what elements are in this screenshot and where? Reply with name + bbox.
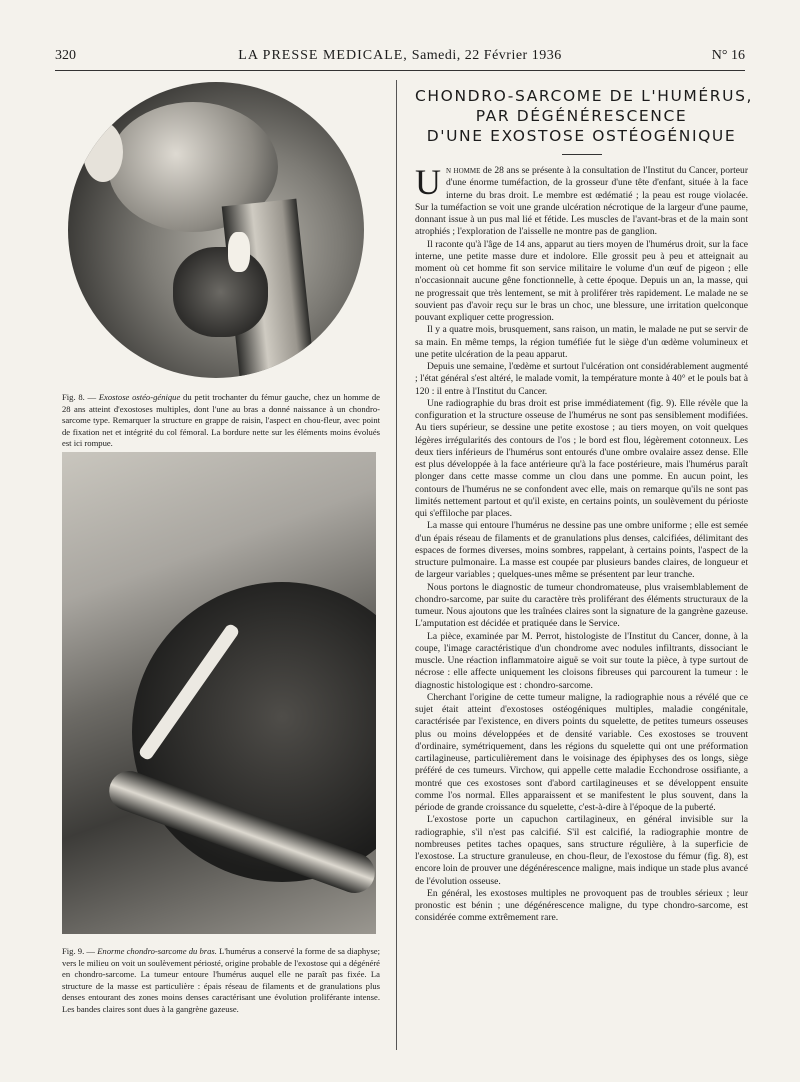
article-body	[415, 162, 748, 925]
journal-name: LA PRESSE MEDICALE,	[238, 48, 408, 63]
paragraph: Depuis une semaine, l'œdème et surtout l'ulcération ont considérablement augmenté ; l'état général s'est altéré, le malade vomit, la température monte à 40° et le pouls bat à 120 : il entre à l'Institut du Cancer.	[415, 361, 748, 397]
page-number: 320	[55, 48, 76, 63]
caption-title: Enorme chondro-sarcome du bras.	[97, 946, 217, 956]
drop-cap: U	[415, 162, 441, 202]
issue-date: Samedi, 22 Février 1936	[411, 48, 562, 63]
journal-line	[55, 46, 745, 66]
caption-label: Fig. 8. —	[62, 392, 97, 402]
title-line: PAR DÉGÉNÉRESCENCE	[475, 107, 688, 125]
caption-label: Fig. 9. —	[62, 946, 95, 956]
title-line: D'UNE EXOSTOSE OSTÉOGÉNIQUE	[426, 127, 737, 145]
running-header	[55, 44, 745, 71]
paragraph: Nous portons le diagnostic de tumeur chondromateuse, plus vraisemblablement de chondro-sarcome, par suite du caractère très proliférant des éléments structuraux de la tumeur. Nous ajoutons que les traînées claires sont la signature de la gangrène gazeuse. L'amputation est décidée et pratiquée dans le Service.	[415, 581, 748, 630]
paragraph: La pièce, examinée par M. Perrot, histologiste de l'Institut du Cancer, donne, à la coupe, l'image caractéristique d'un chondrome avec nodules infiltrants, dissociant le muscle. Une réaction inflammatoire aiguë se voit sur toute la pièce, à type surtout de nécrose : elle affecte uniquement les cloisons fibreuses qui parcourent la tumeur : le diagnostic histologique est : chondro-sarcome.	[415, 630, 748, 691]
article-column	[415, 86, 754, 925]
paragraph: L'exostose porte un capuchon cartilagineux, en général invisible sur la radiographie, s'il n'est pas calcifié. S'il est calcifié, la radiographie montre de nombreuses petites taches opaques, sans structure régulière, à la superficie de l'exostose. La structure granuleuse, en chou-fleur, de l'exostose du fémur (fig. 8), est encore loin de prouver une dégénérescence maligne, mais indique un stade plus avancé de l'évolution osseuse.	[415, 814, 748, 887]
paragraph	[415, 162, 748, 239]
figure-9-caption	[62, 946, 380, 1015]
paragraph: En général, les exostoses multiples ne provoquent pas de troubles sérieux ; leur pronostic est bénin ; une dégénérescence maligne, du type chondro-sarcome, est considérée comme extrêmement rare.	[415, 887, 748, 924]
calcification-shape	[228, 232, 250, 272]
paragraph: Il raconte qu'à l'âge de 14 ans, apparut au tiers moyen de l'humérus droit, sur la face interne, une petite masse dure et indolore. Elle grossit peu à peu et atteignait au moment où cet homme fit son service militaire le volume d'un œuf de pigeon ; elle n'occasionnait aucune gêne fonctionnelle, à cette époque. Depuis un an, la masse, qui ne progressait que très lentement, se mit à proliférer très rapidement. Le malade ne se souvient pas d'avoir reçu sur le bras un choc, une blessure, une irritation quelconque pouvant expliquer cette progression.	[415, 238, 748, 323]
paragraph: Il y a quatre mois, brusquement, sans raison, un matin, le malade ne put se servir de sa main. En même temps, la région tuméfiée fut le siège d'un œdème volumineux et une petite ulcération de la peau apparut.	[415, 324, 748, 360]
caption-text: du petit trochanter du fémur gauche, chez un homme de 28 ans atteint d'exostoses multiples, dont l'une au bras a donné naissance à un chondro-sarcome type. Remarquer la structure en grappe de raisin, l'aspect en chou-fleur, avec point de fixation net et intégrité du col fémoral. La bordure nette sur les éléments moins évolués est ici rompue.	[62, 392, 380, 448]
title-rule	[562, 154, 602, 155]
exostosis-shape	[173, 247, 268, 337]
figure-9-radiograph	[62, 452, 376, 934]
issue-number: N° 16	[711, 48, 745, 63]
paragraph: Une radiographie du bras droit est prise immédiatement (fig. 9). Elle révèle que la configuration et la structure osseuse de l'humérus ne sont pas sensiblement modifiées. Au tiers supérieur, se dessine une petite exostose ; au tiers moyen, on voit quelques légères irrégularités des contours de l'os ; le bord est flou, légèrement cotonneux. Les deux tiers inférieurs de l'humérus sont entourés d'une ombre ovalaire assez dense. Elle est plus développée à la face antérieure qu'à la face postérieure, mais l'humérus paraît plonger dans cette masse comme un clou dans une pomme. En aucun point, les contours de l'humérus ne se confondent avec elle, mais on remarque qu'ils ne sont pas limités nettement partout et qu'il existe, en certains points, un soulèvement du périoste qui s'effiloche par places.	[415, 397, 748, 519]
acetabulum-shape	[83, 122, 123, 182]
caption-text: L'humérus a conservé la forme de sa diaphyse; vers le milieu on voit un soulèvement périosté, origine probable de l'exostose qui a dégénéré en chondro-sarcome. La tumeur entoure l'humérus auquel elle ne paraît pas fixée. La structure de la masse est particulière : épais réseau de filaments et de granulations plus denses entourant des zones moins denses caractérisant une évolution proliférante intense. Les bandes claires sont dues à la gangrène gazeuse.	[62, 946, 381, 1014]
column-divider	[396, 80, 397, 1050]
article-title	[415, 86, 754, 146]
paragraph: La masse qui entoure l'humérus ne dessine pas une ombre uniforme ; elle est semée d'un épais réseau de filaments et de granulations plus denses, calcifiées, délimitant des espaces de formes diverses, moins sombres, rappelant, à certains points, l'aspect de la structure pulmonaire. La masse est coupée par plusieurs bandes claires, de longueur et de largeur variables ; quelques-unes même se présentent par leur tranche.	[415, 520, 748, 581]
opening-text: de 28 ans se présente à la consultation de l'Institut du Cancer, porteur d'une énorme tuméfaction, de la grosseur d'une tête d'enfant, située à la face interne du bras droit. Le membre est œdématié ; la peau est rouge violacée. Sur la tuméfaction se voit une grande ulcération nécrotique de la largeur d'une paume, donnant issue à un pus mal lié et fétide. Les muscles de l'avant-bras et de la main sont atrophiés ; l'exploration de l'aisselle ne montre pas de ganglion.	[415, 165, 748, 238]
caption-title: Exostose ostéo-génique	[98, 392, 181, 402]
paragraph: Cherchant l'origine de cette tumeur maligne, la radiographie nous a révélé que ce sujet était atteint d'exostoses ostéogéniques multiples, maladie congénitale, caractérisée par l'existence, en divers points du squelette, de petites tumeurs osseuses plus ou moins développées et de densité variable. Ces exostoses se trouvent d'ordinaire, symétriquement, dans les régions du squelette qui ont une préformation cartilagineuse, particulièrement dans le voisinage des épiphyses des os longs, siège préféré de ces tumeurs. Virchow, qui appelle cette maladie Ecchondrose ossifiante, a montré que ces exostoses sont d'abord cartilagineuses et se développent ensuite comme l'os normal. Elles apparaissent et se manifestent le plus souvent, dans la période de grande croissance du squelette, c'est-à-dire à l'époque de la puberté.	[415, 691, 748, 813]
figure-8-caption	[62, 392, 380, 450]
opening-small-caps: n homme	[446, 165, 481, 176]
figure-8-radiograph	[68, 82, 364, 378]
title-line: CHONDRO-SARCOME DE L'HUMÉRUS,	[415, 87, 754, 105]
